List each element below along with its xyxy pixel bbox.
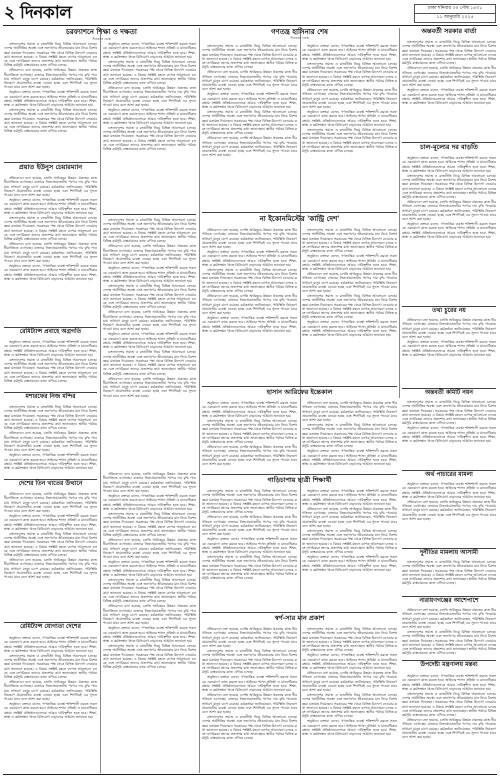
article-2-body: প্রতিবেদনে বলা হয়েছে, চলতি অর্থবছরে উন্নয়ন প্রকল্পের কাজ ধীরগতিতে এগোচ্ছে। বাজারে নিত্যপ্রয়োজনীয় পণ্যের দাম বৃদ্ধি পাওয়ায় সাধারণ মানুষ চাপে রয়েছে। কর্মকর্তারা জানিয়েছেন, পরিস্থিতি নিয়ন্ত্রণে প্রয়োজনীয় ব্যবস্থা নেওয়া হচ্ছে এবং শিগগিরই এর সুফল পাওয়া যাবে বলে আশা করা হচ্ছে। অনুষ্ঠানে বক্তারা বলেন, গণতান্ত্রিক ব্যবস্থা শক্তিশালী করতে সকলকে একযোগে কাজ করতে হবে। আইনের শাসন প্রতিষ্ঠা ও মানবাধিকার রক্ষায় সংশ্লিষ্ট প্রতিষ্ঠানগুলোকে আরও দায়িত্বশীল হতে হবে। শিক্ষা, স্বাস্থ্য ও কর্মসংস্থান খাতে বিনিয়োগ বাড়ানোর আহ্বান জানানো হয়। বাংলাদেশের সমাজ ও রাজনীতি নিয়ে বিভিন্ন আলোচনা চলছে। দেশের অর্থনীতির অবস্থা এবং জনগণের জীবনযাত্রার মান নিয়ে বিশেষজ্ঞরা মতামত দিয়েছেন। সরকারের পক্ষ থেকে বিভিন্ন উদ্যোগ নেওয়ার কথা জানানো হয়েছে। এ বিষয়ে সংশ্লিষ্ট মহলে ব্যাপক আলোচনা চলছে এবং নাগরিকরা তাদের প্রত্যাশার কথা জানাচ্ছেন। স্থানীয় পর্যায়ে বিভিন্ন কর্মসূচি বাস্তবায়নের কাজ এগিয়ে চলছে। প্রতিবেদনে বলা হয়েছে, চলতি অর্থবছরে উন্নয়ন প্রকল্পের কাজ ধীরগতিতে এগোচ্ছে। বাজারে নিত্যপ্রয়োজনীয় পণ্যের দাম বৃদ্ধি পাওয়ায় সাধারণ মানুষ চাপে রয়েছে। কর্মকর্তারা জানিয়েছেন, পরিস্থিতি নিয়ন্ত্রণে প্রয়োজনীয় ব্যবস্থা নেওয়া হচ্ছে এবং শিগগিরই এর সুফল পাওয়া যাবে বলে আশা করা হচ্ছে। অনুষ্ঠানে বক্তারা বলেন, গণতান্ত্রিক ব্যবস্থা শক্তিশালী করতে সকলকে একযোগে কাজ করতে হবে। আইনের শাসন প্রতিষ্ঠা ও মানবাধিকার রক্ষায় সংশ্লিষ্ট প্রতিষ্ঠানগুলোকে আরও দায়িত্বশীল হতে হবে। শিক্ষা, স্বাস্থ্য ও কর্মসংস্থান খাতে বিনিয়োগ বাড়ানোর আহ্বান জানানো হয়। [4, 176, 97, 281]
headline: উপদেষ্টা মন্ত্রণালয় মন্তব্য [420, 661, 478, 668]
byline: দিনকাল ডেস্ক [92, 36, 111, 41]
article-info [402, 308, 496, 315]
column-2-body: বাংলাদেশের সমাজ ও রাজনীতি নিয়ে বিভিন্ন আলোচনা চলছে। দেশের অর্থনীতির অবস্থা এবং জনগণের জীবনযাত্রার মান নিয়ে বিশেষজ্ঞরা মতামত দিয়েছেন। সরকারের পক্ষ থেকে বিভিন্ন উদ্যোগ নেওয়ার কথা জানানো হয়েছে। এ বিষয়ে সংশ্লিষ্ট মহলে ব্যাপক আলোচনা চলছে এবং নাগরিকরা তাদের প্রত্যাশার কথা জানাচ্ছেন। স্থানীয় পর্যায়ে বিভিন্ন কর্মসূচি বাস্তবায়নের কাজ এগিয়ে চলছে। প্রতিবেদনে বলা হয়েছে, চলতি অর্থবছরে উন্নয়ন প্রকল্পের কাজ ধীরগতিতে এগোচ্ছে। বাজারে নিত্যপ্রয়োজনীয় পণ্যের দাম বৃদ্ধি পাওয়ায় সাধারণ মানুষ চাপে রয়েছে। কর্মকর্তারা জানিয়েছেন, পরিস্থিতি নিয়ন্ত্রণে প্রয়োজনীয় ব্যবস্থা নেওয়া হচ্ছে এবং শিগগিরই এর সুফল পাওয়া যাবে বলে আশা করা হচ্ছে। অনুষ্ঠানে বক্তারা বলেন, গণতান্ত্রিক ব্যবস্থা শক্তিশালী করতে সকলকে একযোগে কাজ করতে হবে। আইনের শাসন প্রতিষ্ঠা ও মানবাধিকার রক্ষায় সংশ্লিষ্ট প্রতিষ্ঠানগুলোকে আরও দায়িত্বশীল হতে হবে। শিক্ষা, স্বাস্থ্য ও কর্মসংস্থান খাতে বিনিয়োগ বাড়ানোর আহ্বান জানানো হয়। বাংলাদেশের সমাজ ও রাজনীতি নিয়ে বিভিন্ন আলোচনা চলছে। দেশের অর্থনীতির অবস্থা এবং জনগণের জীবনযাত্রার মান নিয়ে বিশেষজ্ঞরা মতামত দিয়েছেন। সরকারের পক্ষ থেকে বিভিন্ন উদ্যোগ নেওয়ার কথা জানানো হয়েছে। এ বিষয়ে সংশ্লিষ্ট মহলে ব্যাপক আলোচনা চলছে এবং নাগরিকরা তাদের প্রত্যাশার কথা জানাচ্ছেন। স্থানীয় পর্যায়ে বিভিন্ন কর্মসূচি বাস্তবায়নের কাজ এগিয়ে চলছে। প্রতিবেদনে বলা হয়েছে, চলতি অর্থবছরে উন্নয়ন প্রকল্পের কাজ ধীরগতিতে এগোচ্ছে। বাজারে নিত্যপ্রয়োজনীয় পণ্যের দাম বৃদ্ধি পাওয়ায় সাধারণ মানুষ চাপে রয়েছে। কর্মকর্তারা জানিয়েছেন, পরিস্থিতি নিয়ন্ত্রণে প্রয়োজনীয় ব্যবস্থা নেওয়া হচ্ছে এবং শিগগিরই এর সুফল পাওয়া যাবে বলে আশা করা হচ্ছে। অনুষ্ঠানে বক্তারা বলেন, গণতান্ত্রিক ব্যবস্থা শক্তিশালী করতে সকলকে একযোগে কাজ করতে হবে। আইনের শাসন প্রতিষ্ঠা ও মানবাধিকার রক্ষায় সংশ্লিষ্ট প্রতিষ্ঠানগুলোকে আরও দায়িত্বশীল হতে হবে। শিক্ষা, স্বাস্থ্য ও কর্মসংস্থান খাতে বিনিয়োগ বাড়ানোর আহ্বান জানানো হয়। বাংলাদেশের সমাজ ও রাজনীতি নিয়ে বিভিন্ন আলোচনা চলছে। দেশের অর্থনীতির অবস্থা এবং জনগণের জীবনযাত্রার মান নিয়ে বিশেষজ্ঞরা মতামত দিয়েছেন। সরকারের পক্ষ থেকে বিভিন্ন উদ্যোগ নেওয়ার কথা জানানো হয়েছে। এ বিষয়ে সংশ্লিষ্ট মহলে ব্যাপক আলোচনা চলছে এবং নাগরিকরা তাদের প্রত্যাশার কথা জানাচ্ছেন। স্থানীয় পর্যায়ে বিভিন্ন কর্মসূচি বাস্তবায়নের কাজ এগিয়ে চলছে। প্রতিবেদনে বলা হয়েছে, চলতি অর্থবছরে উন্নয়ন প্রকল্পের কাজ ধীরগতিতে এগোচ্ছে। বাজারে নিত্যপ্রয়োজনীয় পণ্যের দাম বৃদ্ধি পাওয়ায় সাধারণ মানুষ চাপে রয়েছে। কর্মকর্তারা জানিয়েছেন, পরিস্থিতি নিয়ন্ত্রণে প্রয়োজনীয় ব্যবস্থা নেওয়া হচ্ছে এবং শিগগিরই এর সুফল পাওয়া যাবে বলে আশা করা হচ্ছে। [103, 218, 196, 398]
column-rule [100, 28, 101, 773]
section-rule [202, 612, 397, 613]
article-govt [402, 28, 496, 35]
headline: তথ্য চুরের নয় [432, 307, 466, 314]
article-info-body: প্রতিবেদনে বলা হয়েছে, চলতি অর্থবছরে উন্নয়ন প্রকল্পের কাজ ধীরগতিতে এগোচ্ছে। বাজারে নিত্যপ্রয়োজনীয় পণ্যের দাম বৃদ্ধি পাওয়ায় সাধারণ মানুষ চাপে রয়েছে। কর্মকর্তারা জানিয়েছেন, পরিস্থিতি নিয়ন্ত্রণে প্রয়োজনীয় ব্যবস্থা নেওয়া হচ্ছে এবং শিগগিরই এর সুফল পাওয়া যাবে বলে আশা করা হচ্ছে। অনুষ্ঠানে বক্তারা বলেন, গণতান্ত্রিক ব্যবস্থা শক্তিশালী করতে সকলকে একযোগে কাজ করতে হবে। আইনের শাসন প্রতিষ্ঠা ও মানবাধিকার রক্ষায় সংশ্লিষ্ট প্রতিষ্ঠানগুলোকে আরও দায়িত্বশীল হতে হবে। শিক্ষা, স্বাস্থ্য ও কর্মসংস্থান খাতে বিনিয়োগ বাড়ানোর আহ্বান জানানো হয়। [402, 318, 496, 357]
gold-price-article-body-2: বাংলাদেশের সমাজ ও রাজনীতি নিয়ে বিভিন্ন আলোচনা চলছে। দেশের অর্থনীতির অবস্থা এবং জনগণের জীবনযাত্রার মান নিয়ে বিশেষজ্ঞরা মতামত দিয়েছেন। সরকারের পক্ষ থেকে বিভিন্ন উদ্যোগ নেওয়ার কথা জানানো হয়েছে। এ বিষয়ে সংশ্লিষ্ট মহলে ব্যাপক আলোচনা চলছে এবং নাগরিকরা তাদের প্রত্যাশার কথা জানাচ্ছেন। স্থানীয় পর্যায়ে বিভিন্ন কর্মসূচি বাস্তবায়নের কাজ এগিয়ে চলছে। অনুষ্ঠানে বক্তারা বলেন, গণতান্ত্রিক ব্যবস্থা শক্তিশালী করতে সকলকে একযোগে কাজ করতে হবে। আইনের শাসন প্রতিষ্ঠা ও মানবাধিকার রক্ষায় সংশ্লিষ্ট প্রতিষ্ঠানগুলোকে আরও দায়িত্বশীল হতে হবে। শিক্ষা, স্বাস্থ্য ও কর্মসংস্থান খাতে বিনিয়োগ বাড়ানোর আহ্বান জানানো হয়। প্রতিবেদনে বলা হয়েছে, চলতি অর্থবছরে উন্নয়ন প্রকল্পের কাজ ধীরগতিতে এগোচ্ছে। বাজারে নিত্যপ্রয়োজনীয় পণ্যের দাম বৃদ্ধি পাওয়ায় সাধারণ মানুষ চাপে রয়েছে। কর্মকর্তারা জানিয়েছেন, পরিস্থিতি নিয়ন্ত্রণে প্রয়োজনীয় ব্যবস্থা নেওয়া হচ্ছে এবং শিগগিরই এর সুফল পাওয়া যাবে বলে আশা করা হচ্ছে। বাংলাদেশের সমাজ ও রাজনীতি নিয়ে বিভিন্ন আলোচনা চলছে। দেশের অর্থনীতির অবস্থা এবং জনগণের জীবনযাত্রার মান নিয়ে বিশেষজ্ঞরা মতামত দিয়েছেন। সরকারের পক্ষ থেকে বিভিন্ন উদ্যোগ নেওয়ার কথা জানানো হয়েছে। এ বিষয়ে সংশ্লিষ্ট মহলে ব্যাপক আলোচনা চলছে এবং নাগরিকরা তাদের প্রত্যাশার কথা জানাচ্ছেন। স্থানীয় পর্যায়ে বিভিন্ন কর্মসূচি বাস্তবায়নের কাজ এগিয়ে চলছে। অনুষ্ঠানে বক্তারা বলেন, গণতান্ত্রিক ব্যবস্থা শক্তিশালী করতে সকলকে একযোগে কাজ করতে হবে। আইনের শাসন প্রতিষ্ঠা ও মানবাধিকার রক্ষায় সংশ্লিষ্ট প্রতিষ্ঠানগুলোকে আরও দায়িত্বশীল হতে হবে। শিক্ষা, স্বাস্থ্য ও কর্মসংস্থান খাতে বিনিয়োগ বাড়ানোর আহ্বান জানানো হয়। [302, 627, 397, 737]
article-committee [402, 390, 496, 397]
headline: প্রয়াত ইউনুস চেয়ারম্যান [18, 163, 83, 171]
article-committee-body: বাংলাদেশের সমাজ ও রাজনীতি নিয়ে বিভিন্ন আলোচনা চলছে। দেশের অর্থনীতির অবস্থা এবং জনগণের জীবনযাত্রার মান নিয়ে বিশেষজ্ঞরা মতামত দিয়েছেন। সরকারের পক্ষ থেকে বিভিন্ন উদ্যোগ নেওয়ার কথা জানানো হয়েছে। এ বিষয়ে সংশ্লিষ্ট মহলে ব্যাপক আলোচনা চলছে এবং নাগরিকরা তাদের প্রত্যাশার কথা জানাচ্ছেন। স্থানীয় পর্যায়ে বিভিন্ন কর্মসূচি বাস্তবায়নের কাজ এগিয়ে চলছে। অনুষ্ঠানে বক্তারা বলেন, গণতান্ত্রিক ব্যবস্থা শক্তিশালী করতে সকলকে একযোগে কাজ করতে হবে। আইনের শাসন প্রতিষ্ঠা ও মানবাধিকার রক্ষায় সংশ্লিষ্ট প্রতিষ্ঠানগুলোকে আরও দায়িত্বশীল হতে হবে। শিক্ষা, স্বাস্থ্য ও কর্মসংস্থান খাতে বিনিয়োগ বাড়ানোর আহ্বান জানানো হয়। [402, 400, 496, 444]
article-1-body: বাংলাদেশের সমাজ ও রাজনীতি নিয়ে বিভিন্ন আলোচনা চলছে। দেশের অর্থনীতির অবস্থা এবং জনগণের জীবনযাত্রার মান নিয়ে বিশেষজ্ঞরা মতামত দিয়েছেন। সরকারের পক্ষ থেকে বিভিন্ন উদ্যোগ নেওয়ার কথা জানানো হয়েছে। এ বিষয়ে সংশ্লিষ্ট মহলে ব্যাপক আলোচনা চলছে এবং নাগরিকরা তাদের প্রত্যাশার কথা জানাচ্ছেন। স্থানীয় পর্যায়ে বিভিন্ন কর্মসূচি বাস্তবায়নের কাজ এগিয়ে চলছে। প্রতিবেদনে বলা হয়েছে, চলতি অর্থবছরে উন্নয়ন প্রকল্পের কাজ ধীরগতিতে এগোচ্ছে। বাজারে নিত্যপ্রয়োজনীয় পণ্যের দাম বৃদ্ধি পাওয়ায় সাধারণ মানুষ চাপে রয়েছে। কর্মকর্তারা জানিয়েছেন, পরিস্থিতি নিয়ন্ত্রণে প্রয়োজনীয় ব্যবস্থা নেওয়া হচ্ছে এবং শিগগিরই এর সুফল পাওয়া যাবে বলে আশা করা হচ্ছে। অনুষ্ঠানে বক্তারা বলেন, গণতান্ত্রিক ব্যবস্থা শক্তিশালী করতে সকলকে একযোগে কাজ করতে হবে। আইনের শাসন প্রতিষ্ঠা ও মানবাধিকার রক্ষায় সংশ্লিষ্ট প্রতিষ্ঠানগুলোকে আরও দায়িত্বশীল হতে হবে। শিক্ষা, স্বাস্থ্য ও কর্মসংস্থান খাতে বিনিয়োগ বাড়ানোর আহ্বান জানানো হয়। বাংলাদেশের সমাজ ও রাজনীতি নিয়ে বিভিন্ন আলোচনা চলছে। দেশের অর্থনীতির অবস্থা এবং জনগণের জীবনযাত্রার মান নিয়ে বিশেষজ্ঞরা মতামত দিয়েছেন। সরকারের পক্ষ থেকে বিভিন্ন উদ্যোগ নেওয়ার কথা জানানো হয়েছে। এ বিষয়ে সংশ্লিষ্ট মহলে ব্যাপক আলোচনা চলছে এবং নাগরিকরা তাদের প্রত্যাশার কথা জানাচ্ছেন। স্থানীয় পর্যায়ে বিভিন্ন কর্মসূচি বাস্তবায়নের কাজ এগিয়ে চলছে। [4, 42, 97, 134]
article-money-laundering-body: অনুষ্ঠানে বক্তারা বলেন, গণতান্ত্রিক ব্যবস্থা শক্তিশালী করতে সকলকে একযোগে কাজ করতে হবে। আইনের শাসন প্রতিষ্ঠা ও মানবাধিকার রক্ষায় সংশ্লিষ্ট প্রতিষ্ঠানগুলোকে আরও দায়িত্বশীল হতে হবে। শিক্ষা, স্বাস্থ্য ও কর্মসংস্থান খাতে বিনিয়োগ বাড়ানোর আহ্বান জানানো হয়। প্রতিবেদনে বলা হয়েছে, চলতি অর্থবছরে উন্নয়ন প্রকল্পের কাজ ধীরগতিতে এগোচ্ছে। বাজারে নিত্যপ্রয়োজনীয় পণ্যের দাম বৃদ্ধি পাওয়ায় সাধারণ মানুষ চাপে রয়েছে। কর্মকর্তারা জানিয়েছেন, পরিস্থিতি নিয়ন্ত্রণে প্রয়োজনীয় ব্যবস্থা নেওয়া হচ্ছে এবং শিগগিরই এর সুফল পাওয়া যাবে বলে আশা করা হচ্ছে। [402, 482, 496, 521]
lead-article [202, 28, 397, 41]
article-6-body: অনুষ্ঠানে বক্তারা বলেন, গণতান্ত্রিক ব্যবস্থা শক্তিশালী করতে সকলকে একযোগে কাজ করতে হবে। আইনের শাসন প্রতিষ্ঠা ও মানবাধিকার রক্ষায় সংশ্লিষ্ট প্রতিষ্ঠানগুলোকে আরও দায়িত্বশীল হতে হবে। শিক্ষা, স্বাস্থ্য ও কর্মসংস্থান খাতে বিনিয়োগ বাড়ানোর আহ্বান জানানো হয়। বাংলাদেশের সমাজ ও রাজনীতি নিয়ে বিভিন্ন আলোচনা চলছে। দেশের অর্থনীতির অবস্থা এবং জনগণের জীবনযাত্রার মান নিয়ে বিশেষজ্ঞরা মতামত দিয়েছেন। সরকারের পক্ষ থেকে বিভিন্ন উদ্যোগ নেওয়ার কথা জানানো হয়েছে। এ বিষয়ে সংশ্লিষ্ট মহলে ব্যাপক আলোচনা চলছে এবং নাগরিকরা তাদের প্রত্যাশার কথা জানাচ্ছেন। স্থানীয় পর্যায়ে বিভিন্ন কর্মসূচি বাস্তবায়নের কাজ এগিয়ে চলছে। প্রতিবেদনে বলা হয়েছে, চলতি অর্থবছরে উন্নয়ন প্রকল্পের কাজ ধীরগতিতে এগোচ্ছে। বাজারে নিত্যপ্রয়োজনীয় পণ্যের দাম বৃদ্ধি পাওয়ায় সাধারণ মানুষ চাপে রয়েছে। কর্মকর্তারা জানিয়েছেন, পরিস্থিতি নিয়ন্ত্রণে প্রয়োজনীয় ব্যবস্থা নেওয়া হচ্ছে এবং শিগগিরই এর সুফল পাওয়া যাবে বলে আশা করা হচ্ছে। অনুষ্ঠানে বক্তারা বলেন, গণতান্ত্রিক ব্যবস্থা শক্তিশালী করতে সকলকে একযোগে কাজ করতে হবে। আইনের শাসন প্রতিষ্ঠা ও মানবাধিকার রক্ষায় সংশ্লিষ্ট প্রতিষ্ঠানগুলোকে আরও দায়িত্বশীল হতে হবে। শিক্ষা, স্বাস্থ্য ও কর্মসংস্থান খাতে বিনিয়োগ বাড়ানোর আহ্বান জানানো হয়। [4, 636, 97, 719]
masthead-title [4, 3, 71, 23]
article-6 [4, 624, 97, 631]
masthead [4, 3, 496, 23]
headline: গাড়িচাপায় ছাত্রী শিক্ষার্থী [267, 476, 332, 484]
dateline-english: ১১ জানুয়ারি ২০২৫ [414, 14, 496, 23]
headline: স্বর্ণ-সার মান প্রকাশ [274, 614, 325, 622]
headline: দুর্নীতির মামলায় আসামী [419, 549, 479, 556]
article-rice-body: অনুষ্ঠানে বক্তারা বলেন, গণতান্ত্রিক ব্যবস্থা শক্তিশালী করতে সকলকে একযোগে কাজ করতে হবে। আইনের শাসন প্রতিষ্ঠা ও মানবাধিকার রক্ষায় সংশ্লিষ্ট প্রতিষ্ঠানগুলোকে আরও দায়িত্বশীল হতে হবে। শিক্ষা, স্বাস্থ্য ও কর্মসংস্থান খাতে বিনিয়োগ বাড়ানোর আহ্বান জানানো হয়। বাংলাদেশের সমাজ ও রাজনীতি নিয়ে বিভিন্ন আলোচনা চলছে। দেশের অর্থনীতির অবস্থা এবং জনগণের জীবনযাত্রার মান নিয়ে বিশেষজ্ঞরা মতামত দিয়েছেন। সরকারের পক্ষ থেকে বিভিন্ন উদ্যোগ নেওয়ার কথা জানানো হয়েছে। এ বিষয়ে সংশ্লিষ্ট মহলে ব্যাপক আলোচনা চলছে এবং নাগরিকরা তাদের প্রত্যাশার কথা জানাচ্ছেন। স্থানীয় পর্যায়ে বিভিন্ন কর্মসূচি বাস্তবায়নের কাজ এগিয়ে চলছে। প্রতিবেদনে বলা হয়েছে, চলতি অর্থবছরে উন্নয়ন প্রকল্পের কাজ ধীরগতিতে এগোচ্ছে। বাজারে নিত্যপ্রয়োজনীয় পণ্যের দাম বৃদ্ধি পাওয়ায় সাধারণ মানুষ চাপে রয়েছে। কর্মকর্তারা জানিয়েছেন, পরিস্থিতি নিয়ন্ত্রণে প্রয়োজনীয় ব্যবস্থা নেওয়া হচ্ছে এবং শিগগিরই এর সুফল পাওয়া যাবে বলে আশা করা হচ্ছে। অনুষ্ঠানে বক্তারা বলেন, গণতান্ত্রিক ব্যবস্থা শক্তিশালী করতে সকলকে একযোগে কাজ করতে হবে। আইনের শাসন প্রতিষ্ঠা ও মানবাধিকার রক্ষায় সংশ্লিষ্ট প্রতিষ্ঠানগুলোকে আরও দায়িত্বশীল হতে হবে। শিক্ষা, স্বাস্থ্য ও কর্মসংস্থান খাতে বিনিয়োগ বাড়ানোর আহ্বান জানানো হয়। [402, 156, 496, 239]
article-3-body: অনুষ্ঠানে বক্তারা বলেন, গণতান্ত্রিক ব্যবস্থা শক্তিশালী করতে সকলকে একযোগে কাজ করতে হবে। আইনের শাসন প্রতিষ্ঠা ও মানবাধিকার রক্ষায় সংশ্লিষ্ট প্রতিষ্ঠানগুলোকে আরও দায়িত্বশীল হতে হবে। শিক্ষা, স্বাস্থ্য ও কর্মসংস্থান খাতে বিনিয়োগ বাড়ানোর আহ্বান জানানো হয়। বাংলাদেশের সমাজ ও রাজনীতি নিয়ে বিভিন্ন আলোচনা চলছে। দেশের অর্থনীতির অবস্থা এবং জনগণের জীবনযাত্রার মান নিয়ে বিশেষজ্ঞরা মতামত দিয়েছেন। সরকারের পক্ষ থেকে বিভিন্ন উদ্যোগ নেওয়ার কথা জানানো হয়েছে। এ বিষয়ে সংশ্লিষ্ট মহলে ব্যাপক আলোচনা চলছে এবং নাগরিকরা তাদের প্রত্যাশার কথা জানাচ্ছেন। স্থানীয় পর্যায়ে বিভিন্ন কর্মসূচি বাস্তবায়নের কাজ এগিয়ে চলছে। [4, 340, 97, 384]
article-narayanganj [402, 598, 496, 605]
economist-article-body: প্রতিবেদনে বলা হয়েছে, চলতি অর্থবছরে উন্নয়ন প্রকল্পের কাজ ধীরগতিতে এগোচ্ছে। বাজারে নিত্যপ্রয়োজনীয় পণ্যের দাম বৃদ্ধি পাওয়ায় সাধারণ মানুষ চাপে রয়েছে। কর্মকর্তারা জানিয়েছেন, পরিস্থিতি নিয়ন্ত্রণে প্রয়োজনীয় ব্যবস্থা নেওয়া হচ্ছে এবং শিগগিরই এর সুফল পাওয়া যাবে বলে আশা করা হচ্ছে। অনুষ্ঠানে বক্তারা বলেন, গণতান্ত্রিক ব্যবস্থা শক্তিশালী করতে সকলকে একযোগে কাজ করতে হবে। আইনের শাসন প্রতিষ্ঠা ও মানবাধিকার রক্ষায় সংশ্লিষ্ট প্রতিষ্ঠানগুলোকে আরও দায়িত্বশীল হতে হবে। শিক্ষা, স্বাস্থ্য ও কর্মসংস্থান খাতে বিনিয়োগ বাড়ানোর আহ্বান জানানো হয়। বাংলাদেশের সমাজ ও রাজনীতি নিয়ে বিভিন্ন আলোচনা চলছে। দেশের অর্থনীতির অবস্থা এবং জনগণের জীবনযাত্রার মান নিয়ে বিশেষজ্ঞরা মতামত দিয়েছেন। সরকারের পক্ষ থেকে বিভিন্ন উদ্যোগ নেওয়ার কথা জানানো হয়েছে। এ বিষয়ে সংশ্লিষ্ট মহলে ব্যাপক আলোচনা চলছে এবং নাগরিকরা তাদের প্রত্যাশার কথা জানাচ্ছেন। স্থানীয় পর্যায়ে বিভিন্ন কর্মসূচি বাস্তবায়নের কাজ এগিয়ে চলছে। প্রতিবেদনে বলা হয়েছে, চলতি অর্থবছরে উন্নয়ন প্রকল্পের কাজ ধীরগতিতে এগোচ্ছে। বাজারে নিত্যপ্রয়োজনীয় পণ্যের দাম বৃদ্ধি পাওয়ায় সাধারণ মানুষ চাপে রয়েছে। কর্মকর্তারা জানিয়েছেন, পরিস্থিতি নিয়ন্ত্রণে প্রয়োজনীয় ব্যবস্থা নেওয়া হচ্ছে এবং শিগগিরই এর সুফল পাওয়া যাবে বলে আশা করা হচ্ছে। অনুষ্ঠানে বক্তারা বলেন, গণতান্ত্রিক ব্যবস্থা শক্তিশালী করতে সকলকে একযোগে কাজ করতে হবে। আইনের শাসন প্রতিষ্ঠা ও মানবাধিকার রক্ষায় সংশ্লিষ্ট প্রতিষ্ঠানগুলোকে আরও দায়িত্বশীল হতে হবে। শিক্ষা, স্বাস্থ্য ও কর্মসংস্থান খাতে বিনিয়োগ বাড়ানোর আহ্বান জানানো হয়। [202, 228, 297, 333]
masthead-rule [3, 25, 497, 26]
gold-price-article-body: প্রতিবেদনে বলা হয়েছে, চলতি অর্থবছরে উন্নয়ন প্রকল্পের কাজ ধীরগতিতে এগোচ্ছে। বাজারে নিত্যপ্রয়োজনীয় পণ্যের দাম বৃদ্ধি পাওয়ায় সাধারণ মানুষ চাপে রয়েছে। কর্মকর্তারা জানিয়েছেন, পরিস্থিতি নিয়ন্ত্রণে প্রয়োজনীয় ব্যবস্থা নেওয়া হচ্ছে এবং শিগগিরই এর সুফল পাওয়া যাবে বলে আশা করা হচ্ছে। বাংলাদেশের সমাজ ও রাজনীতি নিয়ে বিভিন্ন আলোচনা চলছে। দেশের অর্থনীতির অবস্থা এবং জনগণের জীবনযাত্রার মান নিয়ে বিশেষজ্ঞরা মতামত দিয়েছেন। সরকারের পক্ষ থেকে বিভিন্ন উদ্যোগ নেওয়ার কথা জানানো হয়েছে। এ বিষয়ে সংশ্লিষ্ট মহলে ব্যাপক আলোচনা চলছে এবং নাগরিকরা তাদের প্রত্যাশার কথা জানাচ্ছেন। স্থানীয় পর্যায়ে বিভিন্ন কর্মসূচি বাস্তবায়নের কাজ এগিয়ে চলছে। অনুষ্ঠানে বক্তারা বলেন, গণতান্ত্রিক ব্যবস্থা শক্তিশালী করতে সকলকে একযোগে কাজ করতে হবে। আইনের শাসন প্রতিষ্ঠা ও মানবাধিকার রক্ষায় সংশ্লিষ্ট প্রতিষ্ঠানগুলোকে আরও দায়িত্বশীল হতে হবে। শিক্ষা, স্বাস্থ্য ও কর্মসংস্থান খাতে বিনিয়োগ বাড়ানোর আহ্বান জানানো হয়। প্রতিবেদনে বলা হয়েছে, চলতি অর্থবছরে উন্নয়ন প্রকল্পের কাজ ধীরগতিতে এগোচ্ছে। বাজারে নিত্যপ্রয়োজনীয় পণ্যের দাম বৃদ্ধি পাওয়ায় সাধারণ মানুষ চাপে রয়েছে। কর্মকর্তারা জানিয়েছেন, পরিস্থিতি নিয়ন্ত্রণে প্রয়োজনীয় ব্যবস্থা নেওয়া হচ্ছে এবং শিগগিরই এর সুফল পাওয়া যাবে বলে আশা করা হচ্ছে। বাংলাদেশের সমাজ ও রাজনীতি নিয়ে বিভিন্ন আলোচনা চলছে। দেশের অর্থনীতির অবস্থা এবং জনগণের জীবনযাত্রার মান নিয়ে বিশেষজ্ঞরা মতামত দিয়েছেন। সরকারের পক্ষ থেকে বিভিন্ন উদ্যোগ নেওয়ার কথা জানানো হয়েছে। এ বিষয়ে সংশ্লিষ্ট মহলে ব্যাপক আলোচনা চলছে এবং নাগরিকরা তাদের প্রত্যাশার কথা জানাচ্ছেন। স্থানীয় পর্যায়ে বিভিন্ন কর্মসূচি বাস্তবায়নের কাজ এগিয়ে চলছে। [202, 627, 297, 741]
article-govt-body: বাংলাদেশের সমাজ ও রাজনীতি নিয়ে বিভিন্ন আলোচনা চলছে। দেশের অর্থনীতির অবস্থা এবং জনগণের জীবনযাত্রার মান নিয়ে বিশেষজ্ঞরা মতামত দিয়েছেন। সরকারের পক্ষ থেকে বিভিন্ন উদ্যোগ নেওয়ার কথা জানানো হয়েছে। এ বিষয়ে সংশ্লিষ্ট মহলে ব্যাপক আলোচনা চলছে এবং নাগরিকরা তাদের প্রত্যাশার কথা জানাচ্ছেন। স্থানীয় পর্যায়ে বিভিন্ন কর্মসূচি বাস্তবায়নের কাজ এগিয়ে চলছে। প্রতিবেদনে বলা হয়েছে, চলতি অর্থবছরে উন্নয়ন প্রকল্পের কাজ ধীরগতিতে এগোচ্ছে। বাজারে নিত্যপ্রয়োজনীয় পণ্যের দাম বৃদ্ধি পাওয়ায় সাধারণ মানুষ চাপে রয়েছে। কর্মকর্তারা জানিয়েছেন, পরিস্থিতি নিয়ন্ত্রণে প্রয়োজনীয় ব্যবস্থা নেওয়া হচ্ছে এবং শিগগিরই এর সুফল পাওয়া যাবে বলে আশা করা হচ্ছে। অনুষ্ঠানে বক্তারা বলেন, গণতান্ত্রিক ব্যবস্থা শক্তিশালী করতে সকলকে একযোগে কাজ করতে হবে। আইনের শাসন প্রতিষ্ঠা ও মানবাধিকার রক্ষায় সংশ্লিষ্ট প্রতিষ্ঠানগুলোকে আরও দায়িত্বশীল হতে হবে। শিক্ষা, স্বাস্থ্য ও কর্মসংস্থান খাতে বিনিয়োগ বাড়ানোর আহ্বান জানানো হয়। [402, 40, 496, 106]
article-1-continued: অনুষ্ঠানে বক্তারা বলেন, গণতান্ত্রিক ব্যবস্থা শক্তিশালী করতে সকলকে একযোগে কাজ করতে হবে। আইনের শাসন প্রতিষ্ঠা ও মানবাধিকার রক্ষায় সংশ্লিষ্ট প্রতিষ্ঠানগুলোকে আরও দায়িত্বশীল হতে হবে। শিক্ষা, স্বাস্থ্য ও কর্মসংস্থান খাতে বিনিয়োগ বাড়ানোর আহ্বান জানানো হয়। বাংলাদেশের সমাজ ও রাজনীতি নিয়ে বিভিন্ন আলোচনা চলছে। দেশের অর্থনীতির অবস্থা এবং জনগণের জীবনযাত্রার মান নিয়ে বিশেষজ্ঞরা মতামত দিয়েছেন। সরকারের পক্ষ থেকে বিভিন্ন উদ্যোগ নেওয়ার কথা জানানো হয়েছে। এ বিষয়ে সংশ্লিষ্ট মহলে ব্যাপক আলোচনা চলছে এবং নাগরিকরা তাদের প্রত্যাশার কথা জানাচ্ছেন। স্থানীয় পর্যায়ে বিভিন্ন কর্মসূচি বাস্তবায়নের কাজ এগিয়ে চলছে। প্রতিবেদনে বলা হয়েছে, চলতি অর্থবছরে উন্নয়ন প্রকল্পের কাজ ধীরগতিতে এগোচ্ছে। বাজারে নিত্যপ্রয়োজনীয় পণ্যের দাম বৃদ্ধি পাওয়ায় সাধারণ মানুষ চাপে রয়েছে। কর্মকর্তারা জানিয়েছেন, পরিস্থিতি নিয়ন্ত্রণে প্রয়োজনীয় ব্যবস্থা নেওয়া হচ্ছে এবং শিগগিরই এর সুফল পাওয়া যাবে বলে আশা করা হচ্ছে। অনুষ্ঠানে বক্তারা বলেন, গণতান্ত্রিক ব্যবস্থা শক্তিশালী করতে সকলকে একযোগে কাজ করতে হবে। আইনের শাসন প্রতিষ্ঠা ও মানবাধিকার রক্ষায় সংশ্লিষ্ট প্রতিষ্ঠানগুলোকে আরও দায়িত্বশীল হতে হবে। শিক্ষা, স্বাস্থ্য ও কর্মসংস্থান খাতে বিনিয়োগ বাড়ানোর আহ্বান জানানো হয়। বাংলাদেশের সমাজ ও রাজনীতি নিয়ে বিভিন্ন আলোচনা চলছে। দেশের অর্থনীতির অবস্থা এবং জনগণের জীবনযাত্রার মান নিয়ে বিশেষজ্ঞরা মতামত দিয়েছেন। সরকারের পক্ষ থেকে বিভিন্ন উদ্যোগ নেওয়ার কথা জানানো হয়েছে। এ বিষয়ে সংশ্লিষ্ট মহলে ব্যাপক আলোচনা চলছে এবং নাগরিকরা তাদের প্রত্যাশার কথা জানাচ্ছেন। স্থানীয় পর্যায়ে বিভিন্ন কর্মসূচি বাস্তবায়নের কাজ এগিয়ে চলছে। [103, 42, 196, 152]
headline: রেমিট্যান্স যোগ্যতা দেশের [20, 623, 81, 630]
obituary-article-body-2: প্রতিবেদনে বলা হয়েছে, চলতি অর্থবছরে উন্নয়ন প্রকল্পের কাজ ধীরগতিতে এগোচ্ছে। বাজারে নিত্যপ্রয়োজনীয় পণ্যের দাম বৃদ্ধি পাওয়ায় সাধারণ মানুষ চাপে রয়েছে। কর্মকর্তারা জানিয়েছেন, পরিস্থিতি নিয়ন্ত্রণে প্রয়োজনীয় ব্যবস্থা নেওয়া হচ্ছে এবং শিগগিরই এর সুফল পাওয়া যাবে বলে আশা করা হচ্ছে। বাংলাদেশের সমাজ ও রাজনীতি নিয়ে বিভিন্ন আলোচনা চলছে। দেশের অর্থনীতির অবস্থা এবং জনগণের জীবনযাত্রার মান নিয়ে বিশেষজ্ঞরা মতামত দিয়েছেন। সরকারের পক্ষ থেকে বিভিন্ন উদ্যোগ নেওয়ার কথা জানানো হয়েছে। এ বিষয়ে সংশ্লিষ্ট মহলে ব্যাপক আলোচনা চলছে এবং নাগরিকরা তাদের প্রত্যাশার কথা জানাচ্ছেন। স্থানীয় পর্যায়ে বিভিন্ন কর্মসূচি বাস্তবায়নের কাজ এগিয়ে চলছে। অনুষ্ঠানে বক্তারা বলেন, গণতান্ত্রিক ব্যবস্থা শক্তিশালী করতে সকলকে একযোগে কাজ করতে হবে। আইনের শাসন প্রতিষ্ঠা ও মানবাধিকার রক্ষায় সংশ্লিষ্ট প্রতিষ্ঠানগুলোকে আরও দায়িত্বশীল হতে হবে। শিক্ষা, স্বাস্থ্য ও কর্মসংস্থান খাতে বিনিয়োগ বাড়ানোর আহ্বান জানানো হয়। [302, 401, 397, 467]
headline: অর্থ পাচারের মামলা [425, 471, 473, 478]
obituary-article-body: অনুষ্ঠানে বক্তারা বলেন, গণতান্ত্রিক ব্যবস্থা শক্তিশালী করতে সকলকে একযোগে কাজ করতে হবে। আইনের শাসন প্রতিষ্ঠা ও মানবাধিকার রক্ষায় সংশ্লিষ্ট প্রতিষ্ঠানগুলোকে আরও দায়িত্বশীল হতে হবে। শিক্ষা, স্বাস্থ্য ও কর্মসংস্থান খাতে বিনিয়োগ বাড়ানোর আহ্বান জানানো হয়। বাংলাদেশের সমাজ ও রাজনীতি নিয়ে বিভিন্ন আলোচনা চলছে। দেশের অর্থনীতির অবস্থা এবং জনগণের জীবনযাত্রার মান নিয়ে বিশেষজ্ঞরা মতামত দিয়েছেন। সরকারের পক্ষ থেকে বিভিন্ন উদ্যোগ নেওয়ার কথা জানানো হয়েছে। এ বিষয়ে সংশ্লিষ্ট মহলে ব্যাপক আলোচনা চলছে এবং নাগরিকরা তাদের প্রত্যাশার কথা জানাচ্ছেন। স্থানীয় পর্যায়ে বিভিন্ন কর্মসূচি বাস্তবায়নের কাজ এগিয়ে চলছে। প্রতিবেদনে বলা হয়েছে, চলতি অর্থবছরে উন্নয়ন প্রকল্পের কাজ ধীরগতিতে এগোচ্ছে। বাজারে নিত্যপ্রয়োজনীয় পণ্যের দাম বৃদ্ধি পাওয়ায় সাধারণ মানুষ চাপে রয়েছে। কর্মকর্তারা জানিয়েছেন, পরিস্থিতি নিয়ন্ত্রণে প্রয়োজনীয় ব্যবস্থা নেওয়া হচ্ছে এবং শিগগিরই এর সুফল পাওয়া যাবে বলে আশা করা হচ্ছে। [202, 401, 297, 467]
article-adviser-body: অনুষ্ঠানে বক্তারা বলেন, গণতান্ত্রিক ব্যবস্থা শক্তিশালী করতে সকলকে একযোগে কাজ করতে হবে। আইনের শাসন প্রতিষ্ঠা ও মানবাধিকার রক্ষায় সংশ্লিষ্ট প্রতিষ্ঠানগুলোকে আরও দায়িত্বশীল হতে হবে। শিক্ষা, স্বাস্থ্য ও কর্মসংস্থান খাতে বিনিয়োগ বাড়ানোর আহ্বান জানানো হয়। বাংলাদেশের সমাজ ও রাজনীতি নিয়ে বিভিন্ন আলোচনা চলছে। দেশের অর্থনীতির অবস্থা এবং জনগণের জীবনযাত্রার মান নিয়ে বিশেষজ্ঞরা মতামত দিয়েছেন। সরকারের পক্ষ থেকে বিভিন্ন উদ্যোগ নেওয়ার কথা জানানো হয়েছে। এ বিষয়ে সংশ্লিষ্ট মহলে ব্যাপক আলোচনা চলছে এবং নাগরিকরা তাদের প্রত্যাশার কথা জানাচ্ছেন। স্থানীয় পর্যায়ে বিভিন্ন কর্মসূচি বাস্তবায়নের কাজ এগিয়ে চলছে। প্রতিবেদনে বলা হয়েছে, চলতি অর্থবছরে উন্নয়ন প্রকল্পের কাজ ধীরগতিতে এগোচ্ছে। বাজারে নিত্যপ্রয়োজনীয় পণ্যের দাম বৃদ্ধি পাওয়ায় সাধারণ মানুষ চাপে রয়েছে। কর্মকর্তারা জানিয়েছেন, পরিস্থিতি নিয়ন্ত্রণে প্রয়োজনীয় ব্যবস্থা নেওয়া হচ্ছে এবং শিগগিরই এর সুফল পাওয়া যাবে বলে আশা করা হচ্ছে। [402, 674, 496, 740]
column-rule [300, 28, 301, 773]
accident-article-body-2: অনুষ্ঠানে বক্তারা বলেন, গণতান্ত্রিক ব্যবস্থা শক্তিশালী করতে সকলকে একযোগে কাজ করতে হবে। আইনের শাসন প্রতিষ্ঠা ও মানবাধিকার রক্ষায় সংশ্লিষ্ট প্রতিষ্ঠানগুলোকে আরও দায়িত্বশীল হতে হবে। শিক্ষা, স্বাস্থ্য ও কর্মসংস্থান খাতে বিনিয়োগ বাড়ানোর আহ্বান জানানো হয়। প্রতিবেদনে বলা হয়েছে, চলতি অর্থবছরে উন্নয়ন প্রকল্পের কাজ ধীরগতিতে এগোচ্ছে। বাজারে নিত্যপ্রয়োজনীয় পণ্যের দাম বৃদ্ধি পাওয়ায় সাধারণ মানুষ চাপে রয়েছে। কর্মকর্তারা জানিয়েছেন, পরিস্থিতি নিয়ন্ত্রণে প্রয়োজনীয় ব্যবস্থা নেওয়া হচ্ছে এবং শিগগিরই এর সুফল পাওয়া যাবে বলে আশা করা হচ্ছে। বাংলাদেশের সমাজ ও রাজনীতি নিয়ে বিভিন্ন আলোচনা চলছে। দেশের অর্থনীতির অবস্থা এবং জনগণের জীবনযাত্রার মান নিয়ে বিশেষজ্ঞরা মতামত দিয়েছেন। সরকারের পক্ষ থেকে বিভিন্ন উদ্যোগ নেওয়ার কথা জানানো হয়েছে। এ বিষয়ে সংশ্লিষ্ট মহলে ব্যাপক আলোচনা চলছে এবং নাগরিকরা তাদের প্রত্যাশার কথা জানাচ্ছেন। স্থানীয় পর্যায়ে বিভিন্ন কর্মসূচি বাস্তবায়নের কাজ এগিয়ে চলছে। অনুষ্ঠানে বক্তারা বলেন, গণতান্ত্রিক ব্যবস্থা শক্তিশালী করতে সকলকে একযোগে কাজ করতে হবে। আইনের শাসন প্রতিষ্ঠা ও মানবাধিকার রক্ষায় সংশ্লিষ্ট প্রতিষ্ঠানগুলোকে আরও দায়িত্বশীল হতে হবে। শিক্ষা, স্বাস্থ্য ও কর্মসংস্থান খাতে বিনিয়োগ বাড়ানোর আহ্বান জানানো হয়। [302, 489, 397, 572]
article-5-body: প্রতিবেদনে বলা হয়েছে, চলতি অর্থবছরে উন্নয়ন প্রকল্পের কাজ ধীরগতিতে এগোচ্ছে। বাজারে নিত্যপ্রয়োজনীয় পণ্যের দাম বৃদ্ধি পাওয়ায় সাধারণ মানুষ চাপে রয়েছে। কর্মকর্তারা জানিয়েছেন, পরিস্থিতি নিয়ন্ত্রণে প্রয়োজনীয় ব্যবস্থা নেওয়া হচ্ছে এবং শিগগিরই এর সুফল পাওয়া যাবে বলে আশা করা হচ্ছে। অনুষ্ঠানে বক্তারা বলেন, গণতান্ত্রিক ব্যবস্থা শক্তিশালী করতে সকলকে একযোগে কাজ করতে হবে। আইনের শাসন প্রতিষ্ঠা ও মানবাধিকার রক্ষায় সংশ্লিষ্ট প্রতিষ্ঠানগুলোকে আরও দায়িত্বশীল হতে হবে। শিক্ষা, স্বাস্থ্য ও কর্মসংস্থান খাতে বিনিয়োগ বাড়ানোর আহ্বান জানানো হয়। বাংলাদেশের সমাজ ও রাজনীতি নিয়ে বিভিন্ন আলোচনা চলছে। দেশের অর্থনীতির অবস্থা এবং জনগণের জীবনযাত্রার মান নিয়ে বিশেষজ্ঞরা মতামত দিয়েছেন। সরকারের পক্ষ থেকে বিভিন্ন উদ্যোগ নেওয়ার কথা জানানো হয়েছে। এ বিষয়ে সংশ্লিষ্ট মহলে ব্যাপক আলোচনা চলছে এবং নাগরিকরা তাদের প্রত্যাশার কথা জানাচ্ছেন। স্থানীয় পর্যায়ে বিভিন্ন কর্মসূচি বাস্তবায়নের কাজ এগিয়ে চলছে। প্রতিবেদনে বলা হয়েছে, চলতি অর্থবছরে উন্নয়ন প্রকল্পের কাজ ধীরগতিতে এগোচ্ছে। বাজারে নিত্যপ্রয়োজনীয় পণ্যের দাম বৃদ্ধি পাওয়ায় সাধারণ মানুষ চাপে রয়েছে। কর্মকর্তারা জানিয়েছেন, পরিস্থিতি নিয়ন্ত্রণে প্রয়োজনীয় ব্যবস্থা নেওয়া হচ্ছে এবং শিগগিরই এর সুফল পাওয়া যাবে বলে আশা করা হচ্ছে। [4, 492, 97, 580]
headline: মশারফের নিজ মন্দির [25, 393, 76, 400]
section-rule [103, 214, 196, 215]
column-rule [199, 28, 200, 773]
headline: চাল-মূল্যের দর বাড়তি [420, 143, 478, 151]
article-narayanganj-body: প্রতিবেদনে বলা হয়েছে, চলতি অর্থবছরে উন্নয়ন প্রকল্পের কাজ ধীরগতিতে এগোচ্ছে। বাজারে নিত্যপ্রয়োজনীয় পণ্যের দাম বৃদ্ধি পাওয়ায় সাধারণ মানুষ চাপে রয়েছে। কর্মকর্তারা জানিয়েছেন, পরিস্থিতি নিয়ন্ত্রণে প্রয়োজনীয় ব্যবস্থা নেওয়া হচ্ছে এবং শিগগিরই এর সুফল পাওয়া যাবে বলে আশা করা হচ্ছে। বাংলাদেশের সমাজ ও রাজনীতি নিয়ে বিভিন্ন আলোচনা চলছে। দেশের অর্থনীতির অবস্থা এবং জনগণের জীবনযাত্রার মান নিয়ে বিশেষজ্ঞরা মতামত দিয়েছেন। সরকারের পক্ষ থেকে বিভিন্ন উদ্যোগ নেওয়ার কথা জানানো হয়েছে। এ বিষয়ে সংশ্লিষ্ট মহলে ব্যাপক আলোচনা চলছে এবং নাগরিকরা তাদের প্রত্যাশার কথা জানাচ্ছেন। স্থানীয় পর্যায়ে বিভিন্ন কর্মসূচি বাস্তবায়নের কাজ এগিয়ে চলছে। [402, 608, 496, 656]
article-1 [4, 28, 199, 42]
obituary-article [202, 389, 397, 396]
headline: নারায়ণগঞ্জের আশেপাশে [419, 597, 479, 604]
lead-article-body: বাংলাদেশের সমাজ ও রাজনীতি নিয়ে বিভিন্ন আলোচনা চলছে। দেশের অর্থনীতির অবস্থা এবং জনগণের জীবনযাত্রার মান নিয়ে বিশেষজ্ঞরা মতামত দিয়েছেন। সরকারের পক্ষ থেকে বিভিন্ন উদ্যোগ নেওয়ার কথা জানানো হয়েছে। এ বিষয়ে সংশ্লিষ্ট মহলে ব্যাপক আলোচনা চলছে এবং নাগরিকরা তাদের প্রত্যাশার কথা জানাচ্ছেন। স্থানীয় পর্যায়ে বিভিন্ন কর্মসূচি বাস্তবায়নের কাজ এগিয়ে চলছে। প্রতিবেদনে বলা হয়েছে, চলতি অর্থবছরে উন্নয়ন প্রকল্পের কাজ ধীরগতিতে এগোচ্ছে। বাজারে নিত্যপ্রয়োজনীয় পণ্যের দাম বৃদ্ধি পাওয়ায় সাধারণ মানুষ চাপে রয়েছে। কর্মকর্তারা জানিয়েছেন, পরিস্থিতি নিয়ন্ত্রণে প্রয়োজনীয় ব্যবস্থা নেওয়া হচ্ছে এবং শিগগিরই এর সুফল পাওয়া যাবে বলে আশা করা হচ্ছে। অনুষ্ঠানে বক্তারা বলেন, গণতান্ত্রিক ব্যবস্থা শক্তিশালী করতে সকলকে একযোগে কাজ করতে হবে। আইনের শাসন প্রতিষ্ঠা ও মানবাধিকার রক্ষায় সংশ্লিষ্ট প্রতিষ্ঠানগুলোকে আরও দায়িত্বশীল হতে হবে। শিক্ষা, স্বাস্থ্য ও কর্মসংস্থান খাতে বিনিয়োগ বাড়ানোর আহ্বান জানানো হয়। বাংলাদেশের সমাজ ও রাজনীতি নিয়ে বিভিন্ন আলোচনা চলছে। দেশের অর্থনীতির অবস্থা এবং জনগণের জীবনযাত্রার মান নিয়ে বিশেষজ্ঞরা মতামত দিয়েছেন। সরকারের পক্ষ থেকে বিভিন্ন উদ্যোগ নেওয়ার কথা জানানো হয়েছে। এ বিষয়ে সংশ্লিষ্ট মহলে ব্যাপক আলোচনা চলছে এবং নাগরিকরা তাদের প্রত্যাশার কথা জানাচ্ছেন। স্থানীয় পর্যায়ে বিভিন্ন কর্মসূচি বাস্তবায়নের কাজ এগিয়ে চলছে। প্রতিবেদনে বলা হয়েছে, চলতি অর্থবছরে উন্নয়ন প্রকল্পের কাজ ধীরগতিতে এগোচ্ছে। বাজারে নিত্যপ্রয়োজনীয় পণ্যের দাম বৃদ্ধি পাওয়ায় সাধারণ মানুষ চাপে রয়েছে। কর্মকর্তারা জানিয়েছেন, পরিস্থিতি নিয়ন্ত্রণে প্রয়োজনীয় ব্যবস্থা নেওয়া হচ্ছে এবং শিগগিরই এর সুফল পাওয়া যাবে বলে আশা করা হচ্ছে। [202, 44, 297, 158]
economist-article [202, 215, 397, 223]
article-2 [4, 164, 97, 171]
economist-article-body-2: বাংলাদেশের সমাজ ও রাজনীতি নিয়ে বিভিন্ন আলোচনা চলছে। দেশের অর্থনীতির অবস্থা এবং জনগণের জীবনযাত্রার মান নিয়ে বিশেষজ্ঞরা মতামত দিয়েছেন। সরকারের পক্ষ থেকে বিভিন্ন উদ্যোগ নেওয়ার কথা জানানো হয়েছে। এ বিষয়ে সংশ্লিষ্ট মহলে ব্যাপক আলোচনা চলছে এবং নাগরিকরা তাদের প্রত্যাশার কথা জানাচ্ছেন। স্থানীয় পর্যায়ে বিভিন্ন কর্মসূচি বাস্তবায়নের কাজ এগিয়ে চলছে। অনুষ্ঠানে বক্তারা বলেন, গণতান্ত্রিক ব্যবস্থা শক্তিশালী করতে সকলকে একযোগে কাজ করতে হবে। আইনের শাসন প্রতিষ্ঠা ও মানবাধিকার রক্ষায় সংশ্লিষ্ট প্রতিষ্ঠানগুলোকে আরও দায়িত্বশীল হতে হবে। শিক্ষা, স্বাস্থ্য ও কর্মসংস্থান খাতে বিনিয়োগ বাড়ানোর আহ্বান জানানো হয়। প্রতিবেদনে বলা হয়েছে, চলতি অর্থবছরে উন্নয়ন প্রকল্পের কাজ ধীরগতিতে এগোচ্ছে। বাজারে নিত্যপ্রয়োজনীয় পণ্যের দাম বৃদ্ধি পাওয়ায় সাধারণ মানুষ চাপে রয়েছে। কর্মকর্তারা জানিয়েছেন, পরিস্থিতি নিয়ন্ত্রণে প্রয়োজনীয় ব্যবস্থা নেওয়া হচ্ছে এবং শিগগিরই এর সুফল পাওয়া যাবে বলে আশা করা হচ্ছে। বাংলাদেশের সমাজ ও রাজনীতি নিয়ে বিভিন্ন আলোচনা চলছে। দেশের অর্থনীতির অবস্থা এবং জনগণের জীবনযাত্রার মান নিয়ে বিশেষজ্ঞরা মতামত দিয়েছেন। সরকারের পক্ষ থেকে বিভিন্ন উদ্যোগ নেওয়ার কথা জানানো হয়েছে। এ বিষয়ে সংশ্লিষ্ট মহলে ব্যাপক আলোচনা চলছে এবং নাগরিকরা তাদের প্রত্যাশার কথা জানাচ্ছেন। স্থানীয় পর্যায়ে বিভিন্ন কর্মসূচি বাস্তবায়নের কাজ এগিয়ে চলছে। অনুষ্ঠানে বক্তারা বলেন, গণতান্ত্রিক ব্যবস্থা শক্তিশালী করতে সকলকে একযোগে কাজ করতে হবে। আইনের শাসন প্রতিষ্ঠা ও মানবাধিকার রক্ষায় সংশ্লিষ্ট প্রতিষ্ঠানগুলোকে আরও দায়িত্বশীল হতে হবে। শিক্ষা, স্বাস্থ্য ও কর্মসংস্থান খাতে বিনিয়োগ বাড়ানোর আহ্বান জানানো হয়। [302, 228, 397, 338]
article-adviser [402, 662, 496, 669]
headline: অন্তবর্তী কমিটি নয়ন [425, 389, 473, 396]
section-rule [202, 386, 397, 387]
headline: রেমিট্যান্স প্রবাহে অগ্রগতি [19, 328, 82, 335]
headline: দেশের তিন খাতের উত্থানে [18, 480, 83, 487]
article-money-laundering [402, 472, 496, 479]
gold-price-article [202, 615, 397, 622]
section-rule [202, 474, 397, 475]
article-4 [4, 394, 97, 401]
article-corruption-body: বাংলাদেশের সমাজ ও রাজনীতি নিয়ে বিভিন্ন আলোচনা চলছে। দেশের অর্থনীতির অবস্থা এবং জনগণের জীবনযাত্রার মান নিয়ে বিশেষজ্ঞরা মতামত দিয়েছেন। সরকারের পক্ষ থেকে বিভিন্ন উদ্যোগ নেওয়ার কথা জানানো হয়েছে। এ বিষয়ে সংশ্লিষ্ট মহলে ব্যাপক আলোচনা চলছে এবং নাগরিকরা তাদের প্রত্যাশার কথা জানাচ্ছেন। স্থানীয় পর্যায়ে বিভিন্ন কর্মসূচি বাস্তবায়নের কাজ এগিয়ে চলছে। [402, 560, 496, 586]
headline: অন্তবর্তী সরকার বার্তা [421, 27, 477, 35]
section-rule [202, 212, 397, 213]
article-4-body: বাংলাদেশের সমাজ ও রাজনীতি নিয়ে বিভিন্ন আলোচনা চলছে। দেশের অর্থনীতির অবস্থা এবং জনগণের জীবনযাত্রার মান নিয়ে বিশেষজ্ঞরা মতামত দিয়েছেন। সরকারের পক্ষ থেকে বিভিন্ন উদ্যোগ নেওয়ার কথা জানানো হয়েছে। এ বিষয়ে সংশ্লিষ্ট মহলে ব্যাপক আলোচনা চলছে এবং নাগরিকরা তাদের প্রত্যাশার কথা জানাচ্ছেন। স্থানীয় পর্যায়ে বিভিন্ন কর্মসূচি বাস্তবায়নের কাজ এগিয়ে চলছে। প্রতিবেদনে বলা হয়েছে, চলতি অর্থবছরে উন্নয়ন প্রকল্পের কাজ ধীরগতিতে এগোচ্ছে। বাজারে নিত্যপ্রয়োজনীয় পণ্যের দাম বৃদ্ধি পাওয়ায় সাধারণ মানুষ চাপে রয়েছে। কর্মকর্তারা জানিয়েছেন, পরিস্থিতি নিয়ন্ত্রণে প্রয়োজনীয় ব্যবস্থা নেওয়া হচ্ছে এবং শিগগিরই এর সুফল পাওয়া যাবে বলে আশা করা হচ্ছে। অনুষ্ঠানে বক্তারা বলেন, গণতান্ত্রিক ব্যবস্থা শক্তিশালী করতে সকলকে একযোগে কাজ করতে হবে। আইনের শাসন প্রতিষ্ঠা ও মানবাধিকার রক্ষায় সংশ্লিষ্ট প্রতিষ্ঠানগুলোকে আরও দায়িত্বশীল হতে হবে। শিক্ষা, স্বাস্থ্য ও কর্মসংস্থান খাতে বিনিয়োগ বাড়ানোর আহ্বান জানানো হয়। [4, 405, 97, 471]
article-corruption [402, 550, 496, 557]
lead-article-body-2: অনুষ্ঠানে বক্তারা বলেন, গণতান্ত্রিক ব্যবস্থা শক্তিশালী করতে সকলকে একযোগে কাজ করতে হবে। আইনের শাসন প্রতিষ্ঠা ও মানবাধিকার রক্ষায় সংশ্লিষ্ট প্রতিষ্ঠানগুলোকে আরও দায়িত্বশীল হতে হবে। শিক্ষা, স্বাস্থ্য ও কর্মসংস্থান খাতে বিনিয়োগ বাড়ানোর আহ্বান জানানো হয়। বাংলাদেশের সমাজ ও রাজনীতি নিয়ে বিভিন্ন আলোচনা চলছে। দেশের অর্থনীতির অবস্থা এবং জনগণের জীবনযাত্রার মান নিয়ে বিশেষজ্ঞরা মতামত দিয়েছেন। সরকারের পক্ষ থেকে বিভিন্ন উদ্যোগ নেওয়ার কথা জানানো হয়েছে। এ বিষয়ে সংশ্লিষ্ট মহলে ব্যাপক আলোচনা চলছে এবং নাগরিকরা তাদের প্রত্যাশার কথা জানাচ্ছেন। স্থানীয় পর্যায়ে বিভিন্ন কর্মসূচি বাস্তবায়নের কাজ এগিয়ে চলছে। প্রতিবেদনে বলা হয়েছে, চলতি অর্থবছরে উন্নয়ন প্রকল্পের কাজ ধীরগতিতে এগোচ্ছে। বাজারে নিত্যপ্রয়োজনীয় পণ্যের দাম বৃদ্ধি পাওয়ায় সাধারণ মানুষ চাপে রয়েছে। কর্মকর্তারা জানিয়েছেন, পরিস্থিতি নিয়ন্ত্রণে প্রয়োজনীয় ব্যবস্থা নেওয়া হচ্ছে এবং শিগগিরই এর সুফল পাওয়া যাবে বলে আশা করা হচ্ছে। অনুষ্ঠানে বক্তারা বলেন, গণতান্ত্রিক ব্যবস্থা শক্তিশালী করতে সকলকে একযোগে কাজ করতে হবে। আইনের শাসন প্রতিষ্ঠা ও মানবাধিকার রক্ষায় সংশ্লিষ্ট প্রতিষ্ঠানগুলোকে আরও দায়িত্বশীল হতে হবে। শিক্ষা, স্বাস্থ্য ও কর্মসংস্থান খাতে বিনিয়োগ বাড়ানোর আহ্বান জানানো হয়। বাংলাদেশের সমাজ ও রাজনীতি নিয়ে বিভিন্ন আলোচনা চলছে। দেশের অর্থনীতির অবস্থা এবং জনগণের জীবনযাত্রার মান নিয়ে বিশেষজ্ঞরা মতামত দিয়েছেন। সরকারের পক্ষ থেকে বিভিন্ন উদ্যোগ নেওয়ার কথা জানানো হয়েছে। এ বিষয়ে সংশ্লিষ্ট মহলে ব্যাপক আলোচনা চলছে এবং নাগরিকরা তাদের প্রত্যাশার কথা জানাচ্ছেন। স্থানীয় পর্যায়ে বিভিন্ন কর্মসূচি বাস্তবায়নের কাজ এগিয়ে চলছে। [302, 44, 397, 154]
headline: চরফ্যাশনে শিক্ষা ও দক্ষতা [66, 27, 137, 36]
accident-article-body: বাংলাদেশের সমাজ ও রাজনীতি নিয়ে বিভিন্ন আলোচনা চলছে। দেশের অর্থনীতির অবস্থা এবং জনগণের জীবনযাত্রার মান নিয়ে বিশেষজ্ঞরা মতামত দিয়েছেন। সরকারের পক্ষ থেকে বিভিন্ন উদ্যোগ নেওয়ার কথা জানানো হয়েছে। এ বিষয়ে সংশ্লিষ্ট মহলে ব্যাপক আলোচনা চলছে এবং নাগরিকরা তাদের প্রত্যাশার কথা জানাচ্ছেন। স্থানীয় পর্যায়ে বিভিন্ন কর্মসূচি বাস্তবায়নের কাজ এগিয়ে চলছে। প্রতিবেদনে বলা হয়েছে, চলতি অর্থবছরে উন্নয়ন প্রকল্পের কাজ ধীরগতিতে এগোচ্ছে। বাজারে নিত্যপ্রয়োজনীয় পণ্যের দাম বৃদ্ধি পাওয়ায় সাধারণ মানুষ চাপে রয়েছে। কর্মকর্তারা জানিয়েছেন, পরিস্থিতি নিয়ন্ত্রণে প্রয়োজনীয় ব্যবস্থা নেওয়া হচ্ছে এবং শিগগিরই এর সুফল পাওয়া যাবে বলে আশা করা হচ্ছে। অনুষ্ঠানে বক্তারা বলেন, গণতান্ত্রিক ব্যবস্থা শক্তিশালী করতে সকলকে একযোগে কাজ করতে হবে। আইনের শাসন প্রতিষ্ঠা ও মানবাধিকার রক্ষায় সংশ্লিষ্ট প্রতিষ্ঠানগুলোকে আরও দায়িত্বশীল হতে হবে। শিক্ষা, স্বাস্থ্য ও কর্মসংস্থান খাতে বিনিয়োগ বাড়ানোর আহ্বান জানানো হয়। বাংলাদেশের সমাজ ও রাজনীতি নিয়ে বিভিন্ন আলোচনা চলছে। দেশের অর্থনীতির অবস্থা এবং জনগণের জীবনযাত্রার মান নিয়ে বিশেষজ্ঞরা মতামত দিয়েছেন। সরকারের পক্ষ থেকে বিভিন্ন উদ্যোগ নেওয়ার কথা জানানো হয়েছে। এ বিষয়ে সংশ্লিষ্ট মহলে ব্যাপক আলোচনা চলছে এবং নাগরিকরা তাদের প্রত্যাশার কথা জানাচ্ছেন। স্থানীয় পর্যায়ে বিভিন্ন কর্মসূচি বাস্তবায়নের কাজ এগিয়ে চলছে। [202, 489, 297, 581]
footer-rule [3, 774, 497, 775]
accident-article [202, 477, 397, 484]
dateline-bangla: ঢাকা শনিবার ৩০ পৌষ ১৪৩১ [414, 4, 496, 14]
column-rule [399, 28, 400, 398]
headline: হাসান আরিফের ইন্তেকাল [266, 388, 333, 396]
byline: দিনকাল ডেস্ক [290, 35, 309, 40]
article-5 [4, 481, 97, 488]
article-rice [402, 144, 496, 151]
article-3 [4, 329, 97, 336]
headline: গণতন্ত্র হাসিনার শেষ [270, 27, 329, 36]
column-2-lower-body: প্রতিবেদনে বলা হয়েছে, চলতি অর্থবছরে উন্নয়ন প্রকল্পের কাজ ধীরগতিতে এগোচ্ছে। বাজারে নিত্যপ্রয়োজনীয় পণ্যের দাম বৃদ্ধি পাওয়ায় সাধারণ মানুষ চাপে রয়েছে। কর্মকর্তারা জানিয়েছেন, পরিস্থিতি নিয়ন্ত্রণে প্রয়োজনীয় ব্যবস্থা নেওয়া হচ্ছে এবং শিগগিরই এর সুফল পাওয়া যাবে বলে আশা করা হচ্ছে। অনুষ্ঠানে বক্তারা বলেন, গণতান্ত্রিক ব্যবস্থা শক্তিশালী করতে সকলকে একযোগে কাজ করতে হবে। আইনের শাসন প্রতিষ্ঠা ও মানবাধিকার রক্ষায় সংশ্লিষ্ট প্রতিষ্ঠানগুলোকে আরও দায়িত্বশীল হতে হবে। শিক্ষা, স্বাস্থ্য ও কর্মসংস্থান খাতে বিনিয়োগ বাড়ানোর আহ্বান জানানো হয়। বাংলাদেশের সমাজ ও রাজনীতি নিয়ে বিভিন্ন আলোচনা চলছে। দেশের অর্থনীতির অবস্থা এবং জনগণের জীবনযাত্রার মান নিয়ে বিশেষজ্ঞরা মতামত দিয়েছেন। সরকারের পক্ষ থেকে বিভিন্ন উদ্যোগ নেওয়ার কথা জানানো হয়েছে। এ বিষয়ে সংশ্লিষ্ট মহলে ব্যাপক আলোচনা চলছে এবং নাগরিকরা তাদের প্রত্যাশার কথা জানাচ্ছেন। স্থানীয় পর্যায়ে বিভিন্ন কর্মসূচি বাস্তবায়নের কাজ এগিয়ে চলছে। প্রতিবেদনে বলা হয়েছে, চলতি অর্থবছরে উন্নয়ন প্রকল্পের কাজ ধীরগতিতে এগোচ্ছে। বাজারে নিত্যপ্রয়োজনীয় পণ্যের দাম বৃদ্ধি পাওয়ায় সাধারণ মানুষ চাপে রয়েছে। কর্মকর্তারা জানিয়েছেন, পরিস্থিতি নিয়ন্ত্রণে প্রয়োজনীয় ব্যবস্থা নেওয়া হচ্ছে এবং শিগগিরই এর সুফল পাওয়া যাবে বলে আশা করা হচ্ছে। অনুষ্ঠানে বক্তারা বলেন, গণতান্ত্রিক ব্যবস্থা শক্তিশালী করতে সকলকে একযোগে কাজ করতে হবে। আইনের শাসন প্রতিষ্ঠা ও মানবাধিকার রক্ষায় সংশ্লিষ্ট প্রতিষ্ঠানগুলোকে আরও দায়িত্বশীল হতে হবে। শিক্ষা, স্বাস্থ্য ও কর্মসংস্থান খাতে বিনিয়োগ বাড়ানোর আহ্বান জানানো হয়। বাংলাদেশের সমাজ ও রাজনীতি নিয়ে বিভিন্ন আলোচনা চলছে। দেশের অর্থনীতির অবস্থা এবং জনগণের জীবনযাত্রার মান নিয়ে বিশেষজ্ঞরা মতামত দিয়েছেন। সরকারের পক্ষ থেকে বিভিন্ন উদ্যোগ নেওয়ার কথা জানানো হয়েছে। এ বিষয়ে সংশ্লিষ্ট মহলে ব্যাপক আলোচনা চলছে এবং নাগরিকরা তাদের প্রত্যাশার কথা জানাচ্ছেন। স্থানীয় পর্যায়ে বিভিন্ন কর্মসূচি বাস্তবায়নের কাজ এগিয়ে চলছে। প্রতিবেদনে বলা হয়েছে, চলতি অর্থবছরে উন্নয়ন প্রকল্পের কাজ ধীরগতিতে এগোচ্ছে। বাজারে নিত্যপ্রয়োজনীয় পণ্যের দাম বৃদ্ধি পাওয়ায় সাধারণ মানুষ চাপে রয়েছে। কর্মকর্তারা জানিয়েছেন, পরিস্থিতি নিয়ন্ত্রণে প্রয়োজনীয় ব্যবস্থা নেওয়া হচ্ছে এবং শিগগিরই এর সুফল পাওয়া যাবে বলে আশা করা হচ্ছে। অনুষ্ঠানে বক্তারা বলেন, গণতান্ত্রিক ব্যবস্থা শক্তিশালী করতে সকলকে একযোগে কাজ করতে হবে। আইনের শাসন প্রতিষ্ঠা ও মানবাধিকার রক্ষায় সংশ্লিষ্ট প্রতিষ্ঠানগুলোকে আরও দায়িত্বশীল হতে হবে। শিক্ষা, স্বাস্থ্য ও কর্মসংস্থান খাতে বিনিয়োগ বাড়ানোর আহ্বান জানানো হয়। বাংলাদেশের সমাজ ও রাজনীতি নিয়ে বিভিন্ন আলোচনা চলছে। দেশের অর্থনীতির অবস্থা এবং জনগণের জীবনযাত্রার মান নিয়ে বিশেষজ্ঞরা মতামত দিয়েছেন। সরকারের পক্ষ থেকে বিভিন্ন উদ্যোগ নেওয়ার কথা জানানো হয়েছে। এ বিষয়ে সংশ্লিষ্ট মহলে ব্যাপক আলোচনা চলছে এবং নাগরিকরা তাদের প্রত্যাশার কথা জানাচ্ছেন। স্থানীয় পর্যায়ে বিভিন্ন কর্মসূচি বাস্তবায়নের কাজ এগিয়ে চলছে। [103, 472, 196, 670]
page-number: ২ [4, 3, 15, 23]
headline: না ইকোনমিস্টের 'কান্ট্রি দেশ' [259, 214, 340, 223]
dateline-box [414, 4, 496, 23]
newspaper-name: দিনকাল [19, 3, 72, 23]
